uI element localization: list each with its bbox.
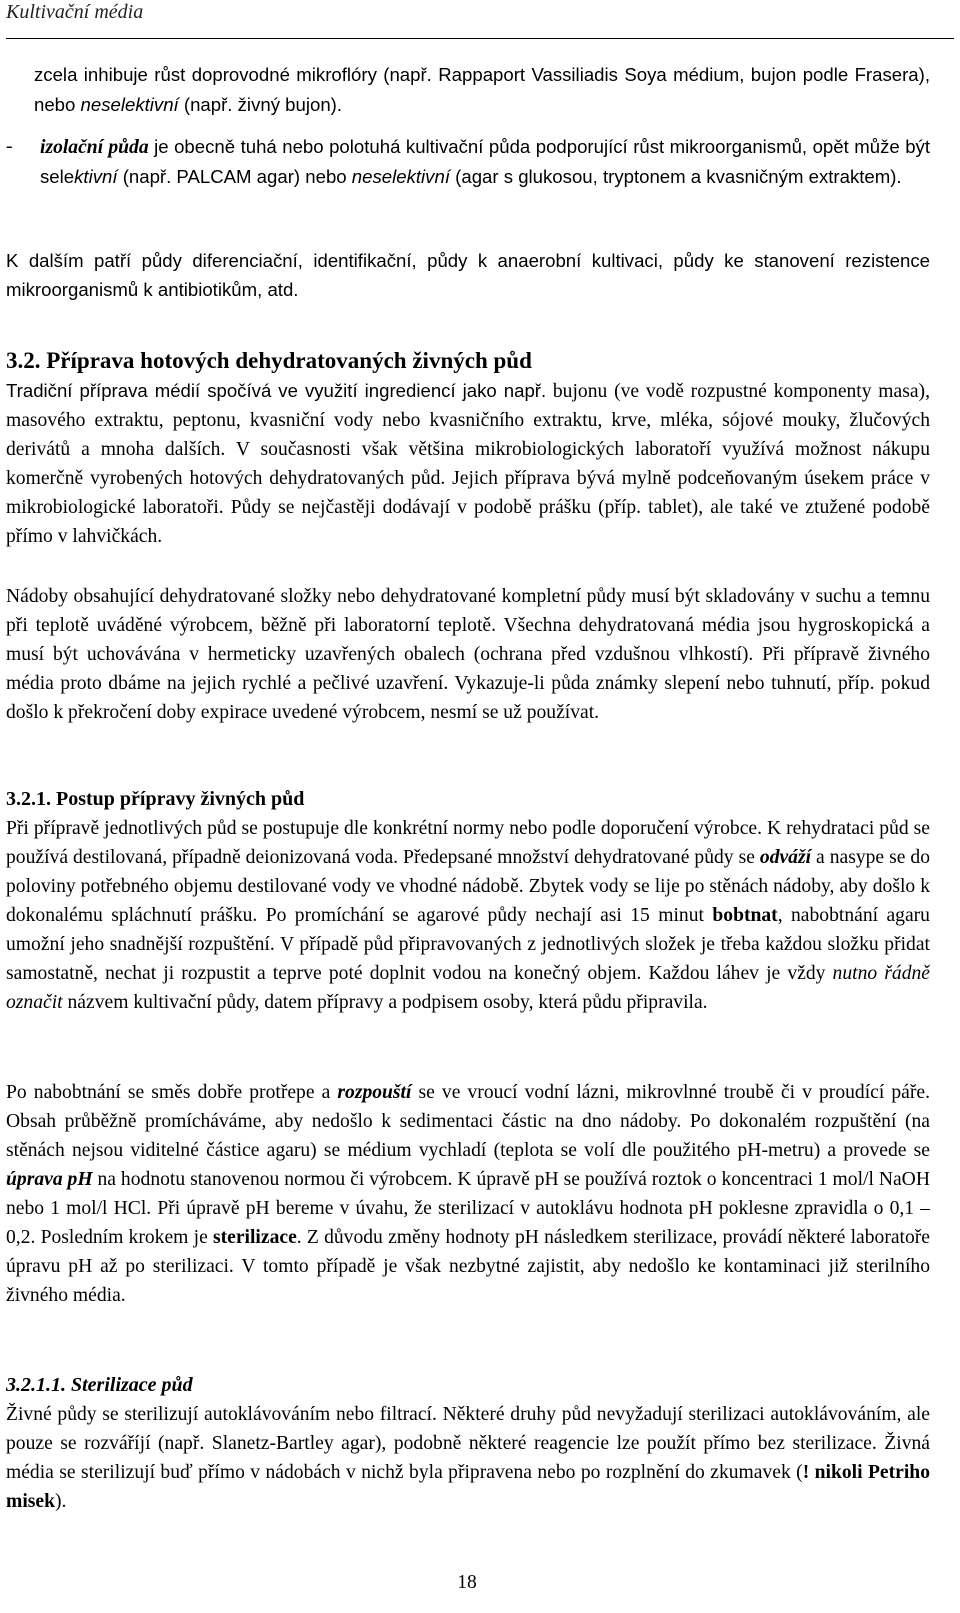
p1-text-a: zcela inhibuje růst doprovodné mikroflóry (např. Rappaport Vassiliadis Soya médium, bujon podle Frasera), nebo <box>34 64 930 115</box>
list-dash: - <box>6 136 13 157</box>
heading-3-2-1: 3.2.1. Postup přípravy živných půd <box>6 788 305 810</box>
p7-text-a: Po nabobtnání se směs dobře protřepe a <box>6 1082 338 1103</box>
page-number: 18 <box>457 1572 477 1593</box>
term-nutno-radne-oznacit: nutno řádně označit <box>6 963 930 1013</box>
header-title: Kultivační média <box>6 1 144 23</box>
list-item-izolacni-puda <box>6 132 930 192</box>
p7-text-e: na hodnotu stanovenou normou či výrobcem. K úpravě pH se používá roztok o koncentraci 1 mol/l NaOH nebo 1 mol/l HCl. Při úpravě pH bereme v úvahu, že sterilizací v autoklávu hodnota pH poklesne zpravidla o 0,1 – 0,2. Posledním krokem je <box>6 1169 930 1248</box>
paragraph-5: Nádoby obsahující dehydratované složky nebo dehydratované kompletní půdy musí být skladovány v suchu a temnu při teplotě uváděné výrobcem, běžně při laboratorní teplotě. Všechna dehydratovaná média jsou hygroskopická a musí být uchovávána v hermeticky uzavřených obalech (ochrana před vzdušnou vlhkostí). Při přípravě živného média proto dbáme na jejich rychlé a pečlivé uzavření. Vykazuje-li půda známky slepení nebo tuhnutí, příp. pokud došlo k překročení doby expirace uvedené výrobcem, nesmí se už používat. <box>6 586 930 723</box>
paragraph-7 <box>6 1078 930 1310</box>
p2-text-f: (agar s glukosou, tryptonem a kvasničným extraktem). <box>450 166 902 187</box>
p4-text-sans: Tradiční příprava médií spočívá ve využití ingrediencí jako např. <box>6 380 547 401</box>
p1-text-c: (např. živný bujon). <box>178 94 343 115</box>
term-odvazi: odváží <box>759 847 812 868</box>
term-bobtnat: bobtnat <box>712 905 778 926</box>
page-header <box>6 0 954 39</box>
p6-text-g: názvem kultivační půdy, datem přípravy a podpisem osoby, která půdu připravila. <box>62 992 708 1013</box>
p6-text-a: Při přípravě jednotlivých půd se postupuje dle konkrétní normy nebo podle doporučení výrobce. K rehydrataci půd se používá destilovaná, případně deionizovaná voda. Předepsané množství dehydratované půdy se <box>6 818 930 868</box>
p2-text-e: neselektivní <box>351 166 450 187</box>
p1-text-italic: neselektivní <box>80 94 179 115</box>
p2-text-a: je obecně tuhá nebo polotuhá kultivační půda podporující růst mikroorganismů, opět může být sele <box>40 136 930 187</box>
paragraph-6 <box>6 814 930 1017</box>
p6-text-e: , nabobtnání agaru umožní jeho snadnější rozpuštění. V případě půd připravovaných z jednotlivých složek je třeba každou složku přidat samostatně, nechat ji rozpustit a teprve poté doplnit vodou na konečný objem. Každou láhev je vždy <box>6 905 930 984</box>
p2-text-d: (např. PALCAM agar) nebo <box>117 166 352 187</box>
p8-text-e: ). <box>54 1491 67 1512</box>
term-rozpousti: rozpouští <box>337 1082 412 1103</box>
p8-text-c: (např. Slanetz-Bartley agar), podobně některé reagencie lze použít přímo bez sterilizace. Živná média se sterilizují buď přímo v nádobách v nichž byla připravena nebo po rozplnění do zkumavek ( <box>6 1433 930 1483</box>
p4-text-serif: bujonu (ve vodě rozpustné komponenty masa), masového extraktu, peptonu, kvasniční vody nebo kvasničního extraktu, krve, mléka, sójové mouky, žlučových derivátů a mnoha dalších. V současnosti však většina mikrobiologických laboratoří využívá možnost nákupu komerčně vyrobených hotových dehydratovaných půd. Jejich příprava bývá mylně podceňovaným úsekem práce v mikrobiologické laboratoři. Půdy se nejčastěji dodávají v podobě prášku (příp. tablet), ale také ve ztužené podobě přímo v lahvičkách. <box>6 381 930 547</box>
term-nikoli-petriho-misek: ! nikoli Petriho misek <box>6 1462 930 1512</box>
paragraph-8 <box>6 1400 930 1516</box>
heading-3-2: 3.2. Příprava hotových dehydratovaných živných půd <box>6 348 532 373</box>
term-sterilizace: sterilizace <box>213 1227 297 1248</box>
p7-text-g: . Z důvodu změny hodnoty pH následkem sterilizace, provádí některé laboratoře úpravu pH až po sterilizaci. V tomto případě je však nezbytné zajistit, aby nedošlo ke kontaminaci již sterilního živného média. <box>6 1227 930 1306</box>
p8-text-a: Živné půdy se sterilizují autoklávováním nebo filtrací. Některé druhy půd nevyžadují sterilizaci autoklávováním, ale pouze se rozváří <box>6 1404 930 1454</box>
paragraph-1 <box>34 60 930 120</box>
p8-text-b: jí <box>139 1433 151 1454</box>
p7-text-c: se ve vroucí vodní lázni, mikrovlnné troubě či v proudící páře. Obsah průběžně promícháváme, aby nedošlo k sedimentaci částic na dno nádoby. Po dokonalém rozpuštění (na stěnách nejsou viditelné částice agaru) se médium vychladí (teplota se volí dle použitého pH-metru) a provede se <box>6 1082 930 1161</box>
p6-text-c: a nasype se do poloviny potřebného objemu destilované vody ve vhodné nádobě. Zbytek vody se lije po stěnách nádoby, aby došlo k dokonalému spláchnutí prášku. Po promíchání se agarové půdy nechají asi 15 minut <box>6 847 930 926</box>
term-izolacni-puda: izolační půda <box>40 137 149 158</box>
paragraph-3: K dalším patří půdy diferenciační, identifikační, půdy k anaerobní kultivaci, půdy ke stanovení rezistence mikroorganismů k antibiotikům, atd. <box>6 250 930 300</box>
term-uprava-ph: úprava pH <box>6 1169 93 1190</box>
p2-text-c: tivní <box>83 166 118 187</box>
heading-3-2-1-1: 3.2.1.1. Sterilizace půd <box>6 1374 193 1396</box>
paragraph-4 <box>6 376 930 551</box>
p2-text-b: k <box>74 166 84 187</box>
